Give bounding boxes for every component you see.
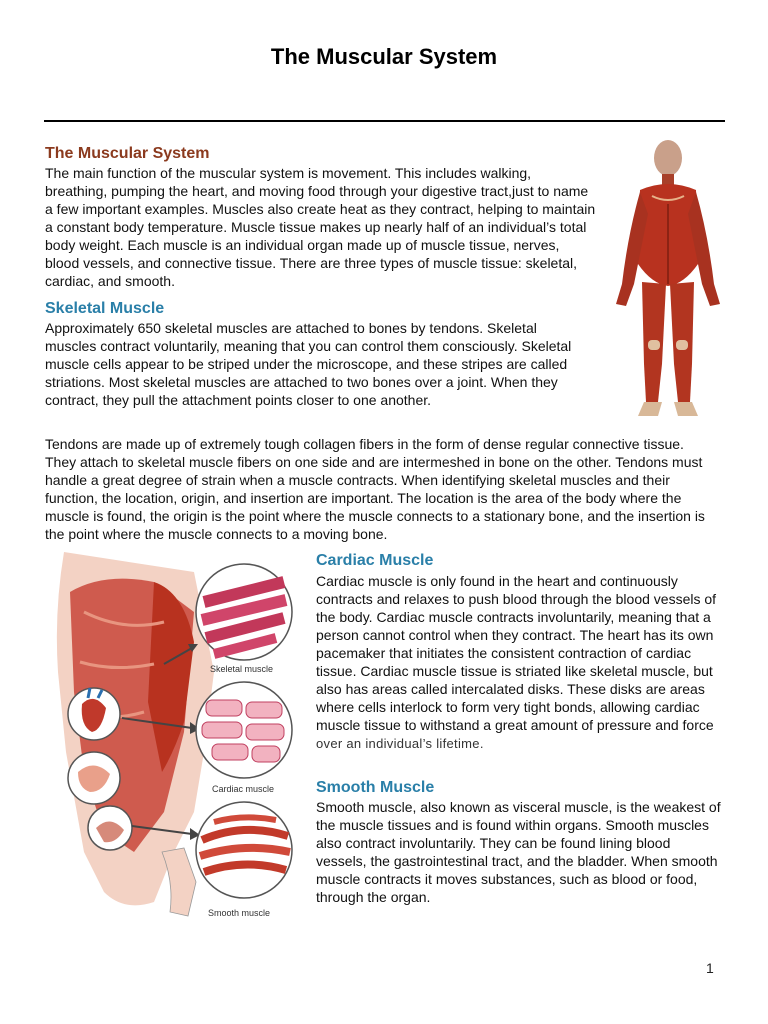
page-title: The Muscular System <box>270 44 498 69</box>
tendons-paragraph: Tendons are made up of extremely tough collagen fibers in the form of dense regular connective tissue. They attach to skeletal muscle fibers on one side and are intermeshed in bone on the other. Tendons must handle a great degree of strain when a muscle contracts. When identifying skeletal muscles and their function, the location, origin, and insertion are important. The location is the area of the body where the muscle is found, the origin is the point where the muscle connects to a stationary bone, and the insertion is the point where the muscle connects to a moving bone. <box>45 436 705 542</box>
muscular-body-illustration <box>612 134 724 422</box>
page-number: 1 <box>706 960 714 976</box>
smooth-muscle-label: Smooth muscle <box>208 908 271 918</box>
intro-heading: The Muscular System <box>45 145 210 162</box>
cardiac-heading: Cardiac Muscle <box>316 552 434 569</box>
skeletal-muscle-label: Skeletal muscle <box>210 664 274 674</box>
cardiac-muscle-label: Cardiac muscle <box>212 784 275 794</box>
smooth-paragraph: Smooth muscle, also known as visceral muscle, is the weakest of the muscle tissues and is found within organs. Smooth muscles also contract involuntarily. They can be found lining blood vessels, the gastrointestinal tract, and the bladder. When smooth muscle contracts it moves substances, such as blood or food, through the organ. <box>316 799 721 905</box>
muscle-types-illustration <box>44 552 300 932</box>
smooth-heading: Smooth Muscle <box>316 779 435 796</box>
skeletal-heading: Skeletal Muscle <box>45 300 165 317</box>
cardiac-text-tail: over an individual’s lifetime. <box>316 736 484 751</box>
cardiac-paragraph <box>316 572 723 753</box>
intro-paragraph: The main function of the muscular system is movement. This includes walking, breathing, pumping the heart, and moving food through your digestive tract,just to name a few important examples. Muscles also create heat as they contract, helping to maintain a constant body temperature. Muscle tissue makes up nearly half of an individual’s total body weight. Each muscle is an individual organ made up of muscle tissue, nerves, blood vessels, and connective tissue. There are three types of muscle tissue: skeletal, cardiac, and smooth. <box>45 165 596 289</box>
title-divider <box>44 120 725 122</box>
cardiac-text: Cardiac muscle is only found in the heart and continuously contracts and relaxes to push blood through the blood vessels of the body. Cardiac muscle contracts involuntarily, meaning that a person cannot control when they contract. The heart has its own pacemaker that initiates the consistent contraction of cardiac tissue. Cardiac muscle tissue is striated like skeletal muscle, but also has areas called intercalated disks. These disks are areas where cells interlock to form very tight bonds, allowing cardiac muscle tissue to withstand a great amount of pressure and force <box>316 573 717 733</box>
skeletal-paragraph: Approximately 650 skeletal muscles are attached to bones by tendons. Skeletal muscles contract voluntarily, meaning that you can control them consciously. Skeletal muscle cells appear to be striped under the microscope, and these stripes are called striations. Most skeletal muscles are attached to two bones over a joint. When they contract, they pull the attachment points closer to one another. <box>45 320 572 408</box>
